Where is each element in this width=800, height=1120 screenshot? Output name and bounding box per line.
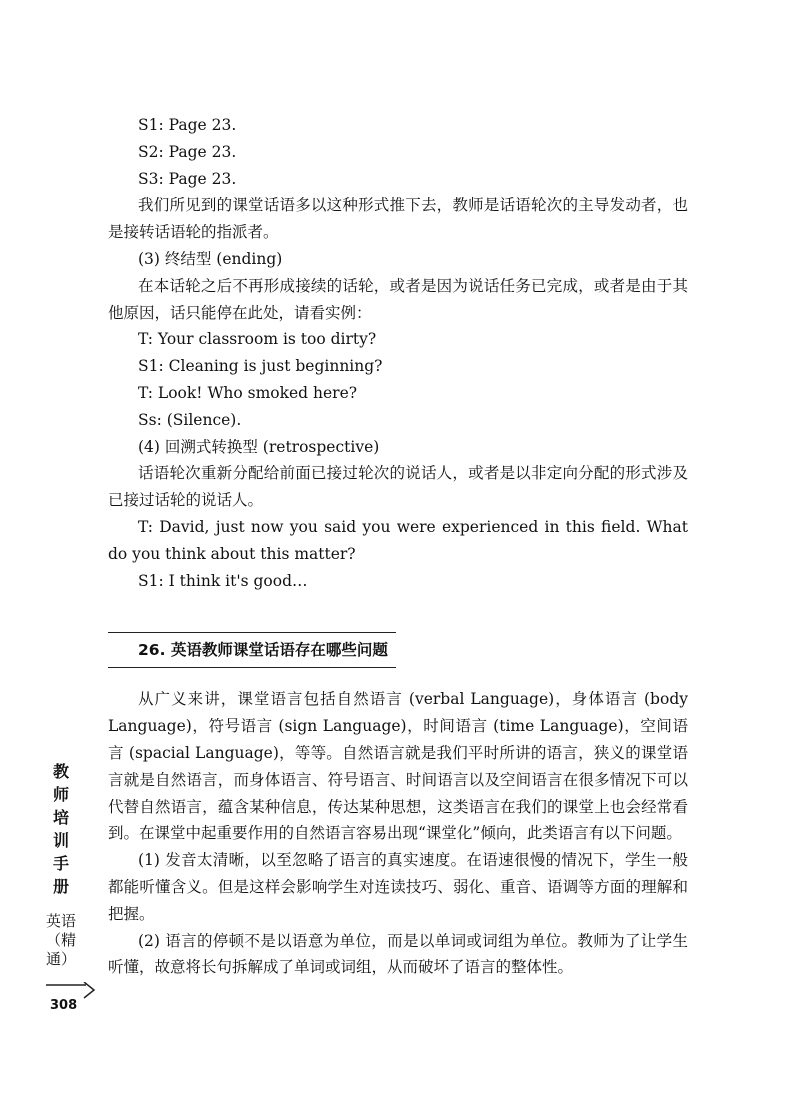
dialogue-line: S1: I think it's good… (138, 571, 308, 590)
paragraph-ending-desc: 在本话轮之后不再形成接续的话轮，或者是因为说话任务已完成，或者是由于其他原因，话只能停在此处，请看实例： (108, 276, 688, 322)
section-heading: 26. 英语教师课堂话语存在哪些问题 (108, 632, 396, 668)
paragraph-classroom-language: 从广义来讲，课堂语言包括自然语言 (verbal Language)，身体语言 (body Language)，符号语言 (sign Language)，时间语言 (time Language)，空间语言 (spacial Language)，等等。自然语言就是我们平时所讲的语言，狭义的课堂语言就是自然语言，而身体语言、符号语言、时间语言以及空间语言在很多情况下可以代替自然语言，蕴含某种信息，传达某种思想，这类语言在我们的课堂上也会经常看到。在课堂中起重要作用的自然语言容易出现“课堂化”倾向，此类语言有以下问题。 (108, 690, 688, 843)
book-subject-vertical: 英语（精通） (46, 912, 77, 968)
paragraph-turn-initiator: 我们所见到的课堂话语多以这种形式推下去，教师是话语轮次的主导发动者，也是接转话语轮的指派者。 (108, 196, 688, 242)
dialogue-line: T: Your classroom is too dirty? (138, 330, 377, 349)
paragraph-problem-1: (1) 发音太清晰，以至忽略了语言的真实速度。在语速很慢的情况下，学生一般都能听懂含义。但是这样会影响学生对连读技巧、弱化、重音、语调等方面的理解和把握。 (108, 851, 688, 923)
side-margin-label (46, 760, 86, 1013)
paragraph-retrospective-desc: 话语轮次重新分配给前面已接过轮次的说话人，或者是以非定向分配的形式涉及已接过话轮的说话人。 (108, 464, 688, 510)
dialogue-line: Ss: (Silence). (138, 410, 242, 429)
book-title-vertical: 教师培训手册 (52, 762, 69, 896)
page-content (108, 112, 688, 981)
dialogue-line: S1: Cleaning is just beginning? (138, 357, 383, 376)
dialogue-line: T: Look! Who smoked here? (138, 383, 358, 402)
paragraph-problem-2: (2) 语言的停顿不是以语意为单位，而是以单词或词组为单位。教师为了让学生听懂，故意将长句拆解成了单词或词组，从而破坏了语言的整体性。 (108, 931, 688, 977)
dialogue-line: S3: Page 23. (138, 169, 237, 188)
dialogue-line: S2: Page 23. (138, 142, 237, 161)
dialogue-david: T: David, just now you said you were experienced in this field. What do you think about this matter? (108, 517, 688, 563)
subheading-retrospective-type: (4) 回溯式转换型 (retrospective) (138, 437, 380, 456)
page-number: 308 (50, 998, 78, 1013)
subheading-ending-type: (3) 终结型 (ending) (138, 249, 283, 268)
dialogue-line: S1: Page 23. (138, 116, 237, 134)
